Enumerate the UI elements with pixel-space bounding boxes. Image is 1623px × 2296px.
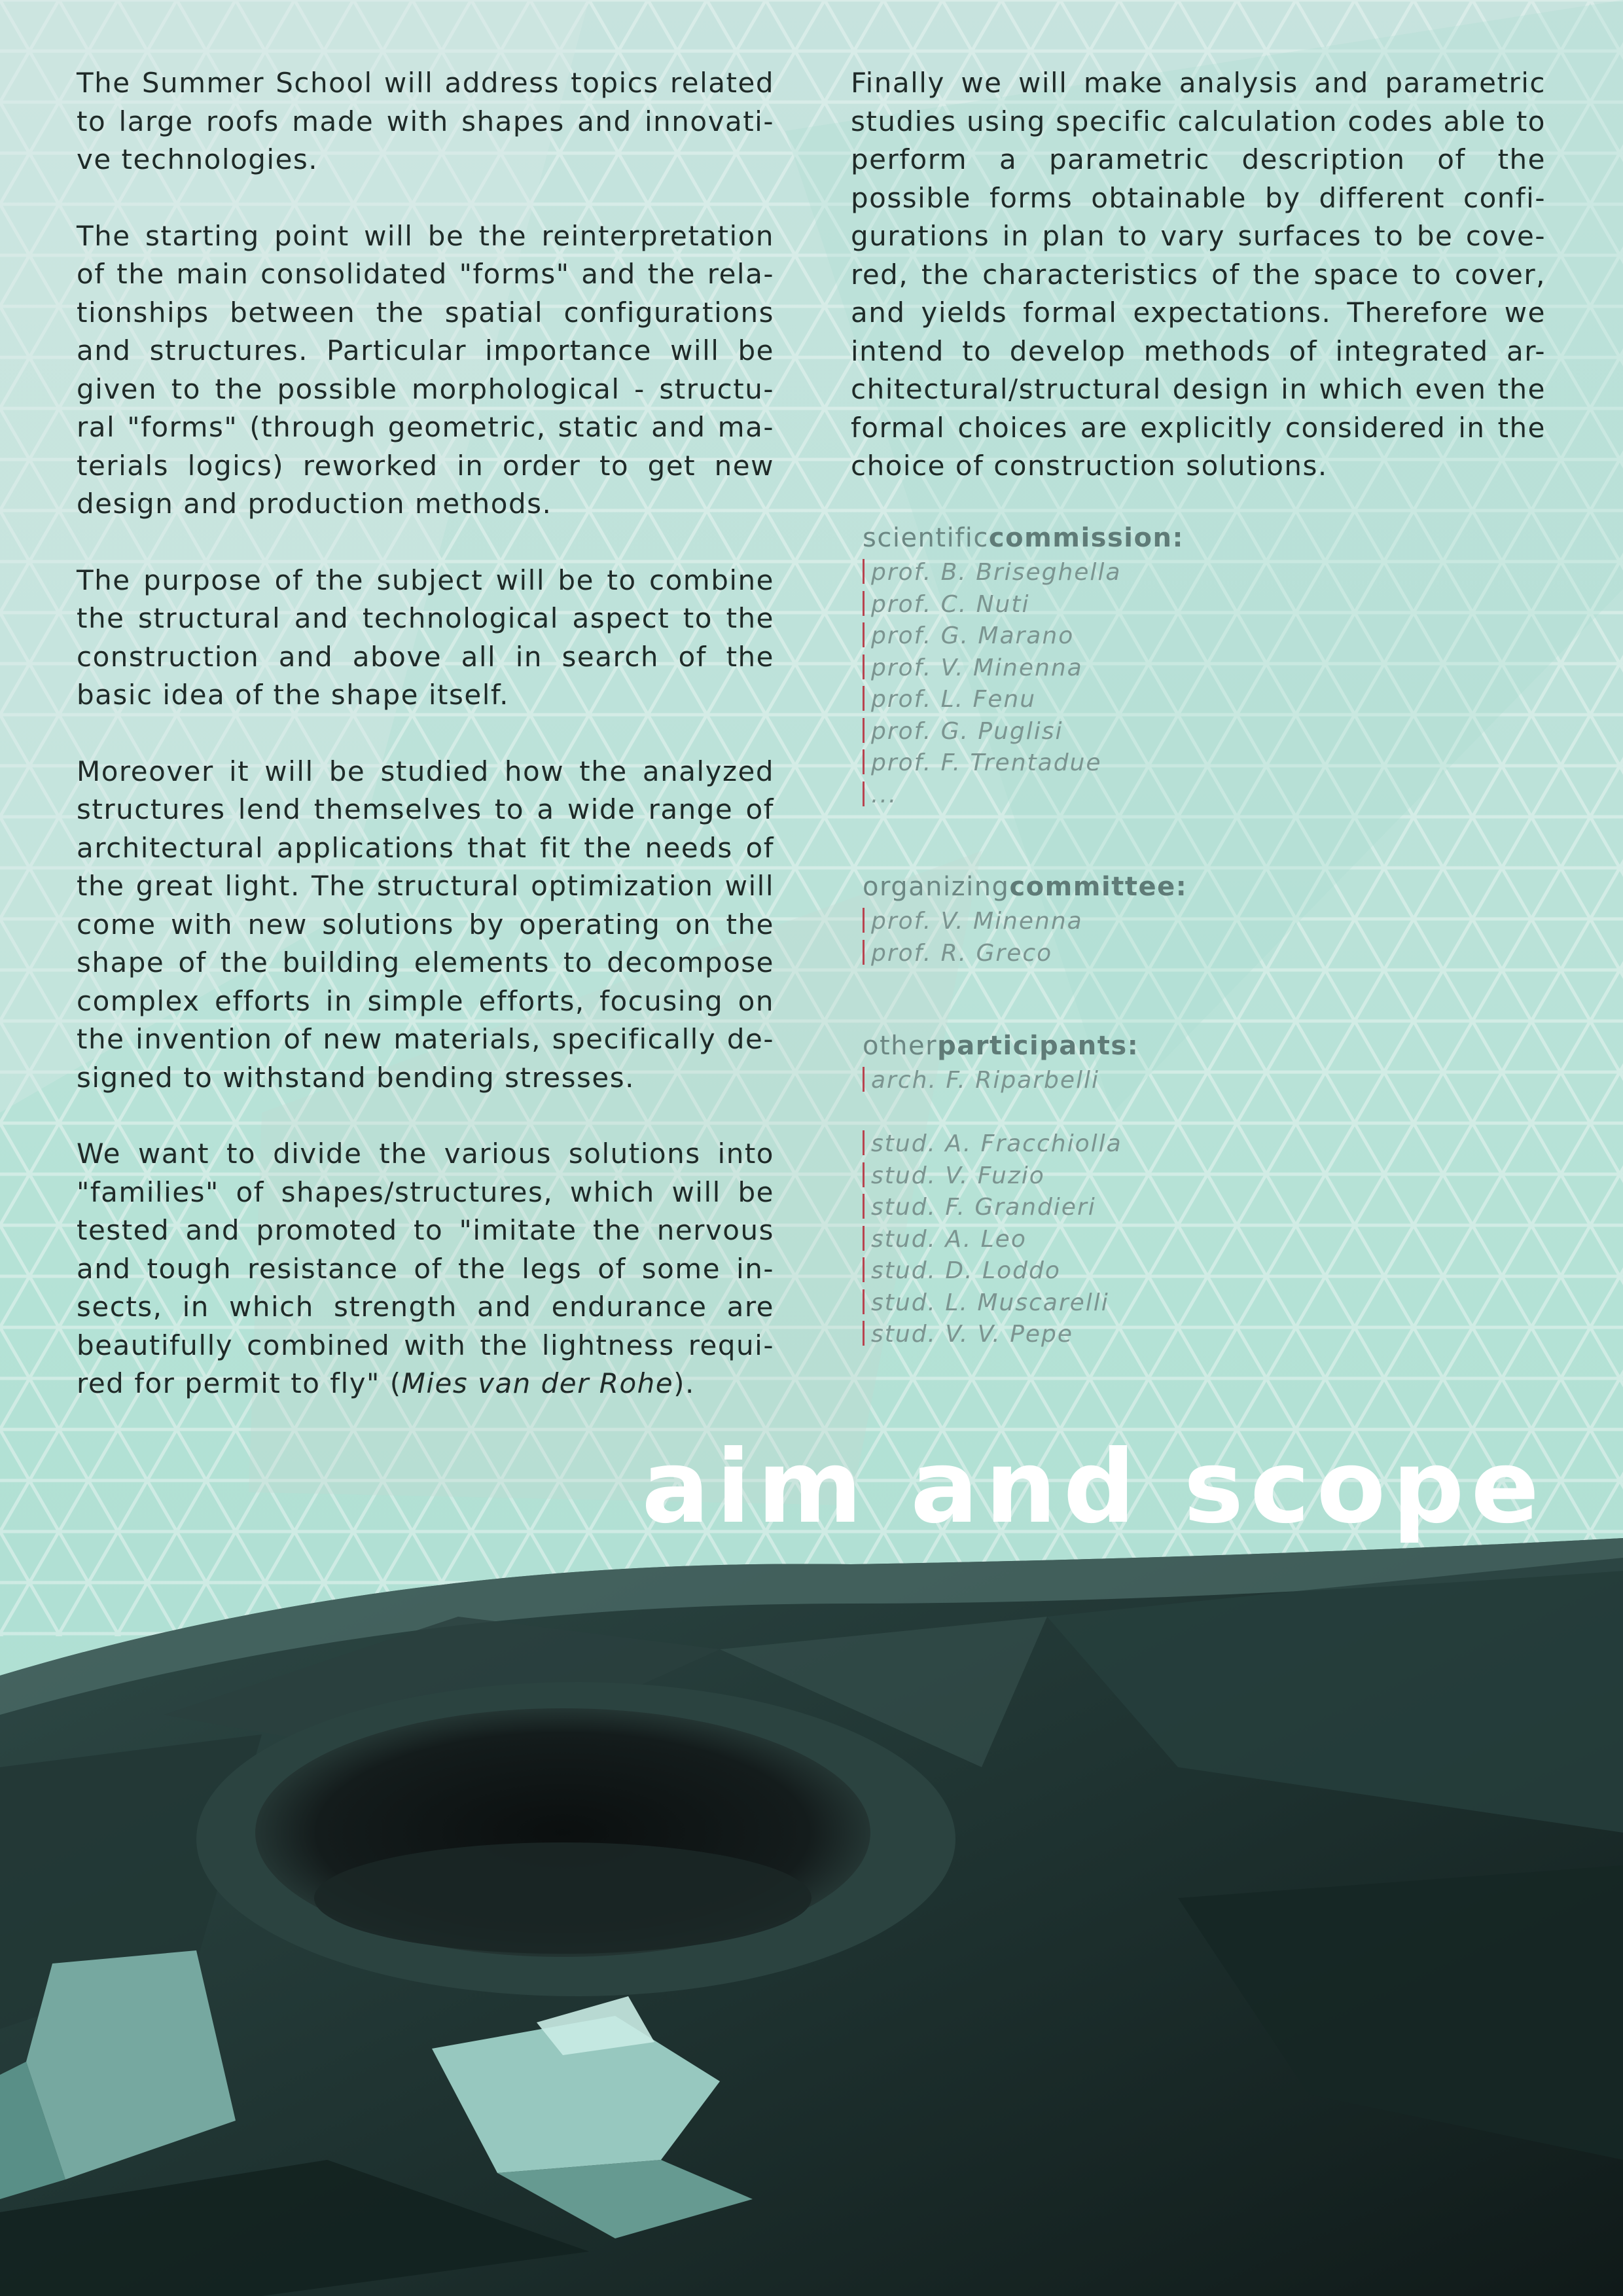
list-item: stud. V. V. Pepe [863,1319,1452,1351]
paragraph-applications: Moreover it will be studied how the analyzed structures lend themselves to a wide range of architectural applications that fit the needs of the great light. The structural optimization will come with new solutions by operating on the shape of the building elements to decompose complex efforts in simple efforts, focusing on the invention of new materials, specifically de-signed to withstand bending stresses. [77,755,774,1094]
accent-bar [863,718,865,743]
families-text: We want to divide the various solutions into "families" of shapes/structures, which will be tested and promoted to "imitate the nervous and tough resistance of the legs of some in-sects, in which strength and endurance are beautifully combined with the lightness requi-red for permit to fly" ( [77,1138,774,1399]
accent-bar [863,1130,865,1155]
accent-bar [863,591,865,616]
accent-bar [863,1226,865,1251]
list-item: prof. V. Minenna [863,906,1452,938]
accent-bar [863,655,865,679]
paragraph-starting-point: The starting point will be the reinterpretation of the main consolidated "forms" and the rela-tionships between the spatial configurations and structures. Particular importance will be given to the possible morphological - structu-ral "forms" (through geometric, static and ma-terials logics) reworked in order to get new design and production methods. [77,219,774,520]
list-item: prof. V. Minenna [863,653,1452,685]
list-item: prof. F. Trentadue [863,747,1452,780]
list-item: stud. V. Fuzio [863,1160,1452,1193]
list-spacer [863,1097,1452,1129]
list-item: prof. G. Marano [863,620,1452,653]
accent-bar [863,908,865,933]
list-item: stud. A. Leo [863,1224,1452,1256]
organizing-committee-heading: organizingcommittee: [863,872,1188,902]
accent-bar [863,749,865,774]
paragraph-topics: The Summer School will address topics related to large roofs made with shapes and innovati-ve technologies. [77,67,774,175]
list-item: prof. R. Greco [863,938,1452,970]
list-item: arch. F. Riparbelli [863,1065,1452,1097]
list-item: stud. D. Loddo [863,1255,1452,1287]
body-text-right-column [851,64,1546,524]
paragraph-analysis: Finally we will make analysis and parametric studies using specific calculation codes able to perform a parametric description of the possible forms obtainable by different confi-gurations in plan to vary surfaces to be cove-red, the characteristics of the space to cover, and yields formal expectations. Therefore we intend to develop methods of integrated ar-chitectural/structural design in which even the formal choices are explicitly considered in the choice of construction solutions. [851,67,1546,482]
accent-bar [863,1194,865,1219]
other-participants-heading: otherparticipants: [863,1031,1139,1061]
organizing-committee-list [863,906,1452,969]
list-item: stud. F. Grandieri [863,1192,1452,1224]
list-item: prof. G. Puglisi [863,716,1452,748]
accent-bar [863,940,865,965]
list-item: stud. L. Muscarelli [863,1287,1452,1319]
other-participants-list [863,1065,1452,1351]
list-item: ... [863,780,1452,812]
accent-bar [863,1289,865,1314]
list-item: prof. C. Nuti [863,589,1452,621]
scientific-commission-heading: scientificcommission: [863,523,1184,553]
accent-bar [863,1321,865,1346]
scientific-commission-list [863,557,1452,811]
accent-bar [863,559,865,584]
accent-bar [863,1162,865,1187]
page-title: aim and scope [641,1429,1546,1546]
other-participants [863,1028,1452,1351]
accent-bar [863,781,865,806]
scientific-commission [863,520,1452,811]
list-item: stud. A. Fracchiolla [863,1128,1452,1160]
paragraph-families [77,1135,774,1403]
accent-bar [863,686,865,711]
accent-bar [863,1257,865,1282]
organizing-committee [863,869,1452,969]
paragraph-purpose: The purpose of the subject will be to combine the structural and technological aspect to the construction and above all in search of the basic idea of the shape itself. [77,564,774,711]
accent-bar [863,622,865,647]
citation-closing: ). [673,1367,695,1399]
list-item: prof. B. Briseghella [863,557,1452,589]
citation-author: Mies van der Rohe [401,1367,674,1399]
list-item: prof. L. Fenu [863,684,1452,716]
body-text-left-column [77,64,774,1441]
accent-bar [863,1067,865,1092]
